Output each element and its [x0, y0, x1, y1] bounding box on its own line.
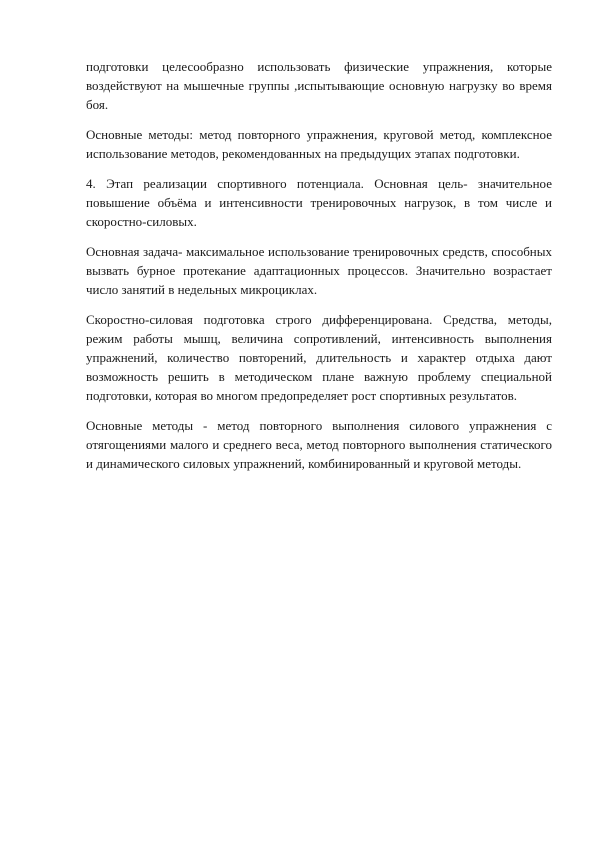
paragraph-stage4-goal: 4. Этап реализации спортивного потенциала. Основная цель- значительное повышение объёма и интенсивности тренировочных нагрузок, в том числе и скоростно-силовых. — [86, 176, 552, 229]
paragraph-strength-exercises: подготовки целесообразно использовать физические упражнения, которые воздействуют на мышечные группы ,испытывающие основную нагрузку во время боя. — [86, 59, 552, 112]
paragraph-main-methods-stage4: Основные методы - метод повторного выполнения силового упражнения с отягощениями малого и среднего веса, метод повторного выполнения статического и динамического силовых упражнений, комбинированный и круговой методы. — [86, 418, 552, 471]
paragraph-stage4-task: Основная задача- максимальное использование тренировочных средств, способных вызвать бурное протекание адаптационных процессов. Значительно возрастает число занятий в недельных микроциклах. — [86, 244, 552, 297]
paragraph-main-methods-stage3: Основные методы: метод повторного упражнения, круговой метод, комплексное использование методов, рекомендованных на предыдущих этапах подготовки. — [86, 127, 552, 161]
page-body — [86, 57, 552, 484]
paragraph-speed-strength-training: Скоростно-силовая подготовка строго дифференцирована. Средства, методы, режим работы мышц, величина сопротивлений, интенсивность выполнения упражнений, количество повторений, длительность и характер отдыха дают возможность решить в методическом плане важную проблему специальной подготовки, которая во многом предопределяет рост спортивных результатов. — [86, 312, 552, 403]
